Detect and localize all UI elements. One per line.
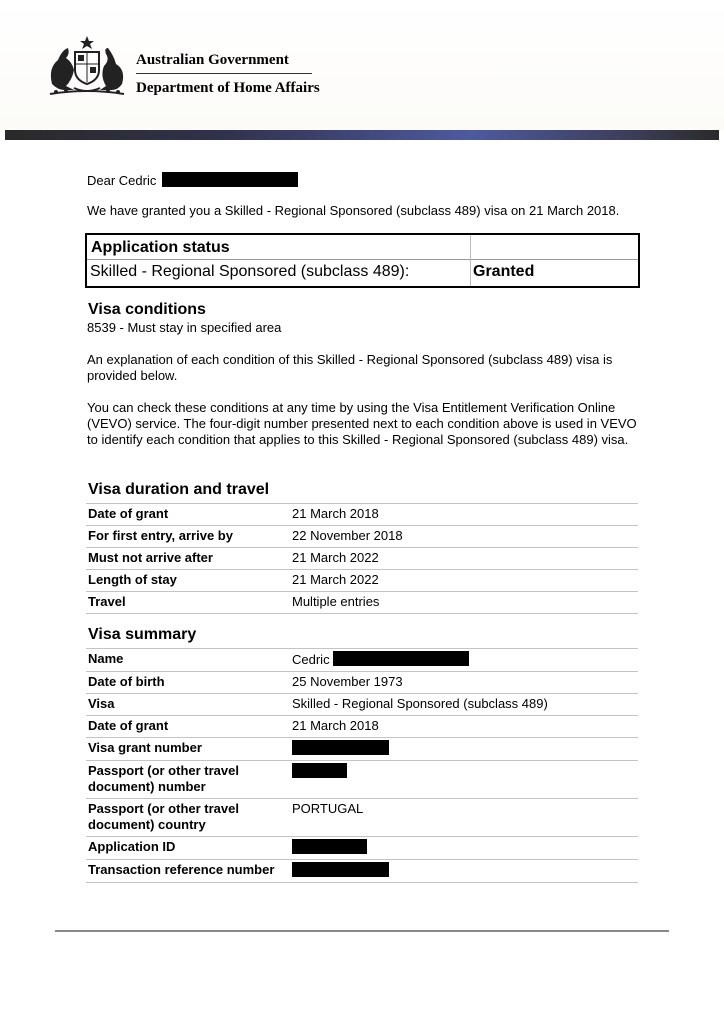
- condition-item: 8539 - Must stay in specified area: [87, 320, 282, 335]
- table-row: [86, 570, 638, 592]
- row-label: Date of grant: [86, 716, 290, 738]
- duration-heading: Visa duration and travel: [88, 481, 270, 498]
- redacted-surname: [162, 172, 298, 187]
- row-label: Passport (or other travel document) country: [86, 799, 290, 837]
- salutation: [87, 172, 298, 189]
- status-title: Application status: [91, 239, 230, 256]
- row-label: Must not arrive after: [86, 548, 290, 570]
- coat-of-arms-icon: [44, 34, 130, 98]
- row-value: [290, 761, 638, 799]
- summary-table: [86, 648, 638, 883]
- row-value: 21 March 2022: [290, 570, 638, 592]
- row-value: 21 March 2018: [290, 716, 638, 738]
- department-name: Department of Home Affairs: [136, 80, 320, 96]
- redacted-transaction-reference: [292, 862, 389, 877]
- table-row: [86, 649, 638, 672]
- redacted-application-id: [292, 839, 367, 854]
- vevo-paragraph: You can check these conditions at any time by using the Visa Entitlement Verification Online (VEVO) service. The four-digit number presented next to each condition above is used in VEVO to identify each condition that applies to this Skilled - Regional Sponsored (subclass 489) visa.: [87, 400, 637, 447]
- status-visa-name: Skilled - Regional Sponsored (subclass 489):: [90, 263, 410, 280]
- status-column-divider: [470, 235, 471, 286]
- row-label: For first entry, arrive by: [86, 526, 290, 548]
- table-row: [86, 592, 638, 614]
- row-label: Date of grant: [86, 504, 290, 526]
- status-divider: [87, 259, 638, 260]
- table-row: [86, 761, 638, 799]
- status-value: Granted: [473, 263, 535, 280]
- table-row: [86, 548, 638, 570]
- row-label: Length of stay: [86, 570, 290, 592]
- row-value: [290, 860, 638, 883]
- row-label: Name: [86, 649, 290, 672]
- application-status-box: [85, 233, 640, 288]
- table-row: [86, 694, 638, 716]
- duration-table: [86, 503, 638, 614]
- letterhead-divider: [136, 73, 312, 74]
- footer-divider: [55, 930, 669, 932]
- row-value: 21 March 2018: [290, 504, 638, 526]
- table-row: [86, 860, 638, 883]
- row-value: [290, 738, 638, 761]
- row-label: Visa grant number: [86, 738, 290, 761]
- row-value: 21 March 2022: [290, 548, 638, 570]
- row-label: Travel: [86, 592, 290, 614]
- row-label: Passport (or other travel document) number: [86, 761, 290, 799]
- row-value: [290, 649, 638, 672]
- salutation-text: Dear Cedric: [87, 173, 157, 188]
- name-value: Cedric: [292, 652, 330, 667]
- row-label: Application ID: [86, 837, 290, 860]
- row-value: Multiple entries: [290, 592, 638, 614]
- redacted-grant-number: [292, 740, 389, 755]
- table-row: [86, 504, 638, 526]
- row-value: [290, 837, 638, 860]
- letterhead: [0, 0, 724, 130]
- government-name: Australian Government: [136, 52, 289, 68]
- table-row: [86, 837, 638, 860]
- redacted-passport-number: [292, 763, 347, 778]
- row-value: Skilled - Regional Sponsored (subclass 489): [290, 694, 638, 716]
- row-value: 22 November 2018: [290, 526, 638, 548]
- row-value: PORTUGAL: [290, 799, 638, 837]
- table-row: [86, 526, 638, 548]
- conditions-explanation: An explanation of each condition of this Skilled - Regional Sponsored (subclass 489) visa is provided below.: [87, 352, 613, 383]
- summary-heading: Visa summary: [88, 626, 197, 643]
- table-row: [86, 738, 638, 761]
- conditions-heading: Visa conditions: [88, 301, 206, 318]
- row-label: Date of birth: [86, 672, 290, 694]
- grant-intro: We have granted you a Skilled - Regional Sponsored (subclass 489) visa on 21 March 2018.: [87, 203, 620, 218]
- row-value: 25 November 1973: [290, 672, 638, 694]
- header-banner: [5, 130, 719, 140]
- row-label: Visa: [86, 694, 290, 716]
- table-row: [86, 799, 638, 837]
- table-row: [86, 672, 638, 694]
- table-row: [86, 716, 638, 738]
- redacted-surname: [333, 651, 469, 666]
- row-label: Transaction reference number: [86, 860, 290, 883]
